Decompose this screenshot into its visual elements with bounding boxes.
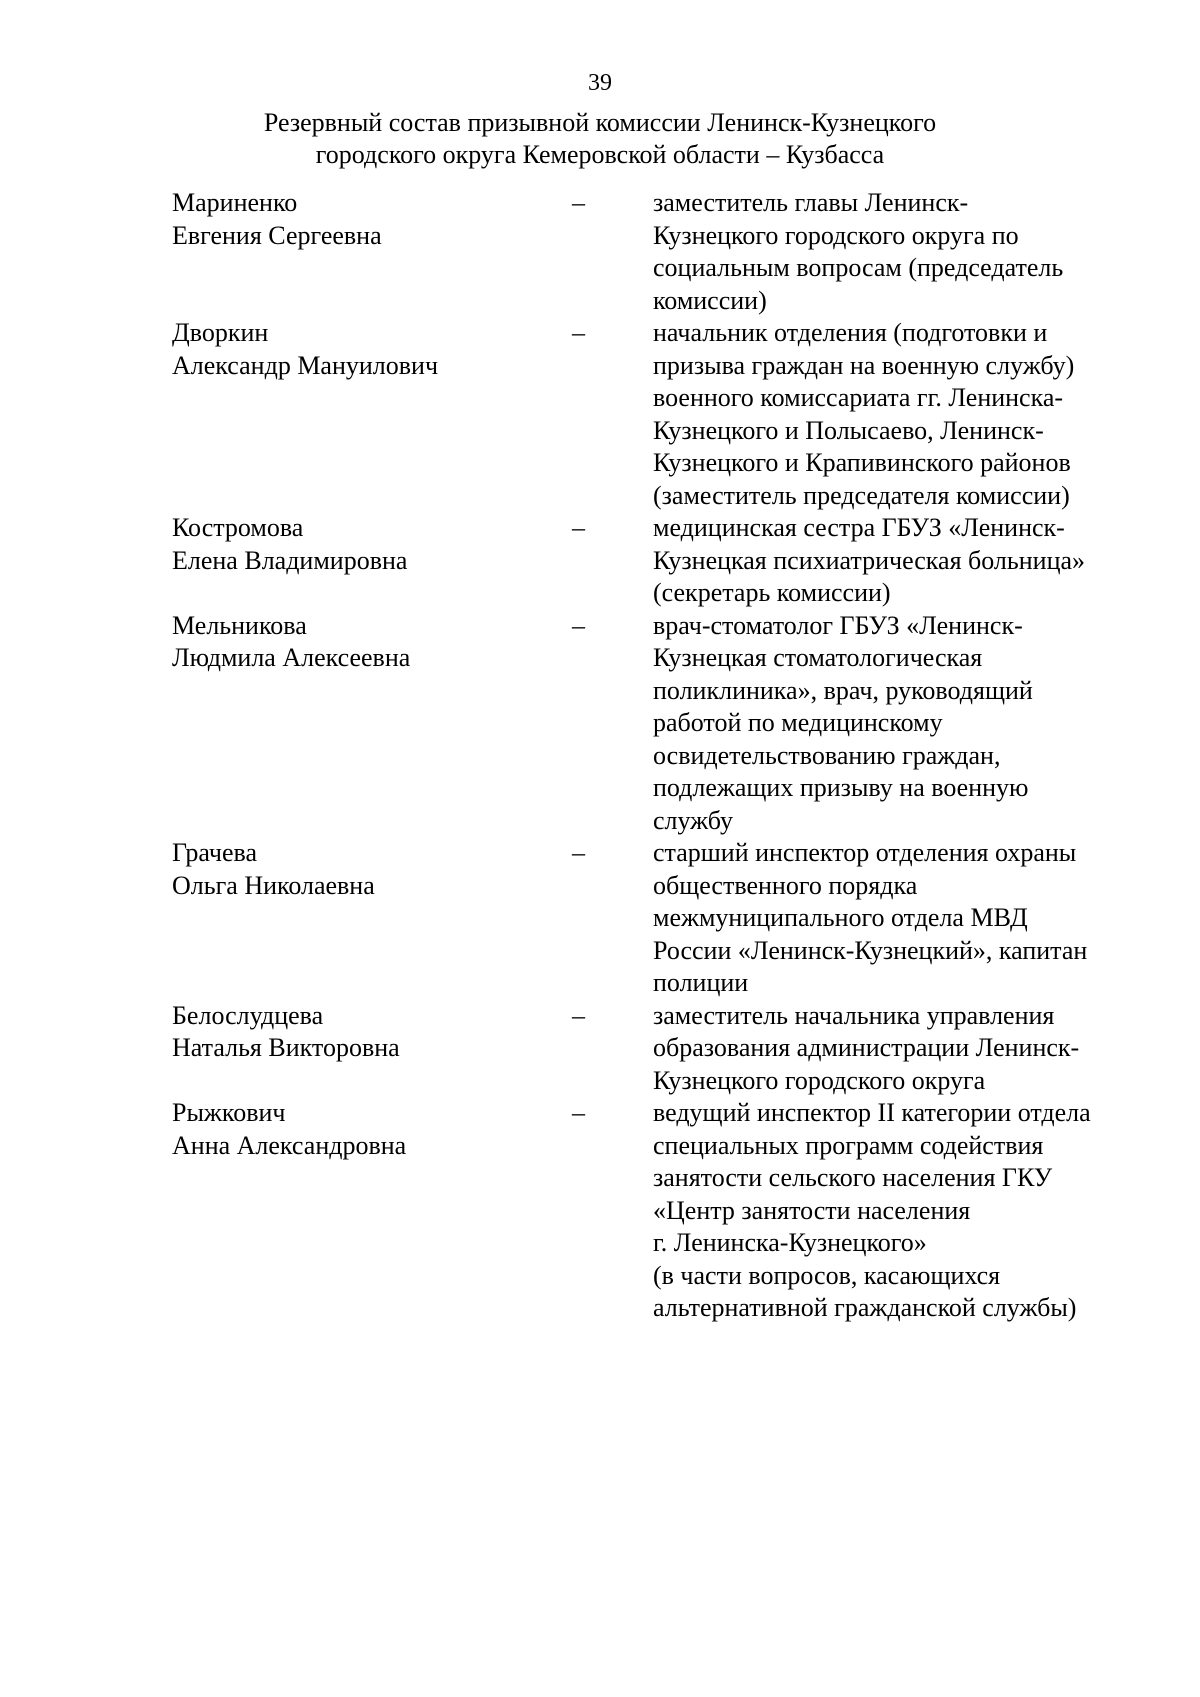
member-name xyxy=(172,610,572,675)
role-line: освидетельствованию граждан, xyxy=(653,740,1001,770)
role-line: альтернативной гражданской службы) xyxy=(653,1293,1077,1322)
role-line: «Центр занятости населения xyxy=(653,1195,971,1225)
role-line: полиции xyxy=(653,968,749,997)
role-line: Кузнецкого городского округа по xyxy=(653,220,1019,250)
role-line: работой по медицинскому xyxy=(653,708,943,737)
member-role xyxy=(653,512,1178,610)
role-line: заместитель главы Ленинск- xyxy=(653,188,969,217)
role-line: поликлиника», врач, руководящий xyxy=(653,675,1033,705)
role-line: врач-стоматолог ГБУЗ «Ленинск- xyxy=(653,610,1023,640)
role-line: комиссии) xyxy=(653,285,767,315)
dash-separator: – xyxy=(572,838,585,867)
dash-separator: – xyxy=(572,318,585,347)
member-surname: Мельникова xyxy=(172,610,307,640)
member-given-name: Александр Мануилович xyxy=(172,350,439,380)
member-given-name: Евгения Сергеевна xyxy=(172,220,382,250)
member-surname: Рыжкович xyxy=(172,1098,286,1127)
member-name xyxy=(172,512,572,577)
role-line: призыва граждан на военную службу) xyxy=(653,350,1075,380)
member-surname: Костромова xyxy=(172,513,304,542)
role-line: начальник отделения (подготовки и xyxy=(653,318,1048,347)
member-entry xyxy=(0,317,1200,512)
member-role xyxy=(653,1000,1178,1098)
member-surname: Белослудцева xyxy=(172,1000,324,1030)
member-entry xyxy=(0,512,1200,610)
member-role xyxy=(653,187,1178,317)
role-line: подлежащих призыву на военную xyxy=(653,773,1029,802)
member-name xyxy=(172,837,572,902)
role-line: образования администрации Ленинск- xyxy=(653,1033,1080,1062)
role-line: межмуниципального отдела МВД xyxy=(653,903,1028,932)
dash-separator: – xyxy=(572,610,585,640)
role-line: медицинская сестра ГБУЗ «Ленинск- xyxy=(653,513,1065,542)
role-line: (в части вопросов, касающихся xyxy=(653,1260,1001,1290)
role-line: Кузнецкая стоматологическая xyxy=(653,643,983,672)
member-name xyxy=(172,1097,572,1162)
member-surname: Мариненко xyxy=(172,188,298,217)
member-given-name: Людмила Алексеевна xyxy=(172,643,411,672)
member-surname: Грачева xyxy=(172,838,257,867)
document-title xyxy=(150,107,1050,171)
role-line: Кузнецкого и Крапивинского районов xyxy=(653,448,1071,477)
role-line: социальным вопросам (председатель xyxy=(653,253,1064,282)
page-number: 39 xyxy=(588,70,612,96)
role-line: старший инспектор отделения охраны xyxy=(653,838,1077,867)
role-line: занятости сельского населения ГКУ xyxy=(653,1163,1053,1192)
member-given-name: Ольга Николаевна xyxy=(172,870,375,900)
role-line: г. Ленинска-Кузнецкого» xyxy=(653,1228,927,1257)
member-role xyxy=(653,837,1178,1000)
title-line-1: Резервный состав призывной комиссии Ленинск-Кузнецкого xyxy=(263,108,937,137)
role-line: службу xyxy=(653,805,734,835)
role-line: России «Ленинск-Кузнецкий», капитан xyxy=(653,935,1088,965)
dash-separator: – xyxy=(572,1000,585,1030)
dash-separator: – xyxy=(572,513,585,542)
role-line: ведущий инспектор II категории отдела xyxy=(653,1098,1091,1127)
role-line: общественного порядка xyxy=(653,870,918,900)
member-entry xyxy=(0,1097,1200,1325)
member-entry xyxy=(0,1000,1200,1098)
dash-separator: – xyxy=(572,188,585,217)
dash-separator: – xyxy=(572,1098,585,1127)
role-line: (заместитель председателя комиссии) xyxy=(653,480,1070,510)
role-line: заместитель начальника управления xyxy=(653,1000,1055,1030)
member-name xyxy=(172,1000,572,1065)
role-line: Кузнецкого городского округа xyxy=(653,1065,986,1095)
members-list xyxy=(0,187,1200,1325)
title-line-2: городского округа Кемеровской области – Кузбасса xyxy=(315,140,885,169)
member-role xyxy=(653,610,1178,838)
member-given-name: Елена Владимировна xyxy=(172,545,408,575)
member-entry xyxy=(0,837,1200,1000)
member-entry xyxy=(0,187,1200,317)
member-given-name: Анна Александровна xyxy=(172,1130,407,1160)
member-entry xyxy=(0,610,1200,838)
member-surname: Дворкин xyxy=(172,318,269,347)
member-name xyxy=(172,317,572,382)
member-given-name: Наталья Викторовна xyxy=(172,1033,400,1062)
role-line: (секретарь комиссии) xyxy=(653,578,891,607)
role-line: военного комиссариата гг. Ленинска- xyxy=(653,383,1064,412)
member-role xyxy=(653,317,1178,512)
role-line: специальных программ содействия xyxy=(653,1130,1044,1160)
role-line: Кузнецкого и Полысаево, Ленинск- xyxy=(653,415,1044,445)
role-line: Кузнецкая психиатрическая больница» xyxy=(653,545,1086,575)
member-role xyxy=(653,1097,1178,1325)
member-name xyxy=(172,187,572,252)
